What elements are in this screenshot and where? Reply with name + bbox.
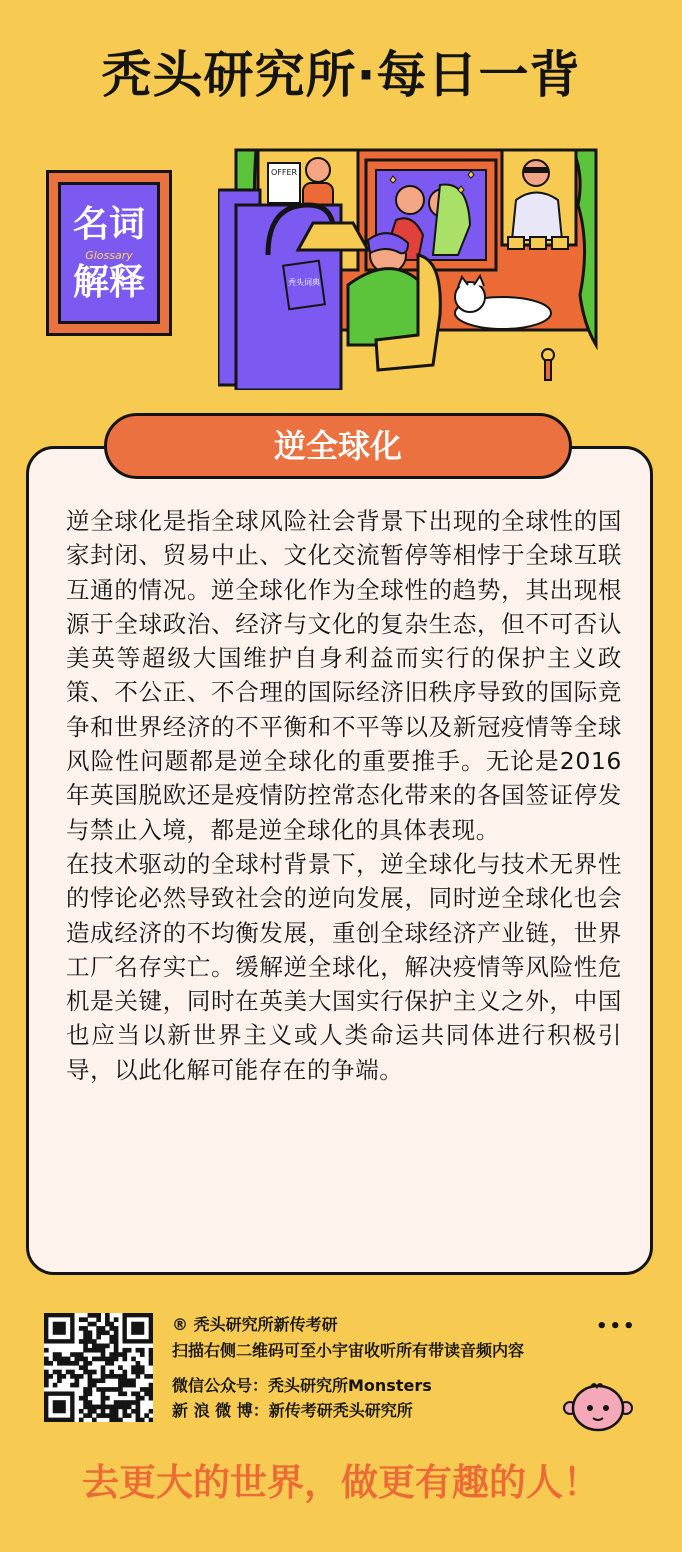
qr-code xyxy=(44,1313,153,1422)
scan-hint: 扫描右侧二维码可至小宇宙收听所有带读音频内容 xyxy=(172,1341,525,1360)
wechat-account: 微信公众号：秃头研究所Monsters xyxy=(172,1376,432,1395)
slogan: 去更大的世界，做更有趣的人！ xyxy=(82,1461,600,1504)
definition-paragraph-1: 逆全球化是指全球风险社会背景下出现的全球性的国家封闭、贸易中止、文化交流暂停等相悖于全球互联互通的情况。逆全球化作为全球性的趋势，其出现根源于全球政治、经济与文化的复杂生态，但不可否认美英等超级大国维护自身利益而实行的保护主义政策、不公正、不合理的国际经济旧秩序导致的国际竞争和世界经济的不平衡和不平等以及新冠疫情等全球风险性问题都是逆全球化的重要推手。无论是2016年英国脱欧还是疫情防控常态化带来的各国签证停发与禁止入境，都是逆全球化的具体表现。 xyxy=(66,507,622,844)
offer-paper-text: OFFER xyxy=(271,168,298,177)
bald-head-mascot-icon xyxy=(563,1378,633,1434)
glossary-card-english: Glossary xyxy=(85,249,133,262)
definition-text xyxy=(66,504,622,1087)
glossary-card-line1: 名词 xyxy=(72,204,145,245)
page-title: 秃头研究所·每日一背 xyxy=(101,46,581,104)
brand-line: ® 秃头研究所新传考研 xyxy=(172,1315,338,1334)
glossary-card-line2: 解释 xyxy=(72,262,145,303)
glossary-card-inner xyxy=(58,182,160,324)
term-title: 逆全球化 xyxy=(104,413,572,479)
more-dots-icon: ••• xyxy=(596,1316,637,1337)
glossary-card xyxy=(46,170,172,336)
study-room-illustration xyxy=(218,145,610,390)
book-cover-text: 秃头词典 xyxy=(288,278,320,287)
definition-paragraph-2: 在技术驱动的全球村背景下，逆全球化与技术无界性的悖论必然导致社会的逆向发展，同时逆全球化也会造成经济的不均衡发展，重创全球经济产业链，世界工厂名存实亡。缓解逆全球化，解决疫情等风险性危机是关键，同时在英美大国实行保护主义之外，中国也应当以新世界主义或人类命运共同体进行积极引导，以此化解可能存在的争端。 xyxy=(66,849,622,1084)
weibo-account: 新 浪 微 博：新传考研秃头研究所 xyxy=(172,1401,413,1420)
